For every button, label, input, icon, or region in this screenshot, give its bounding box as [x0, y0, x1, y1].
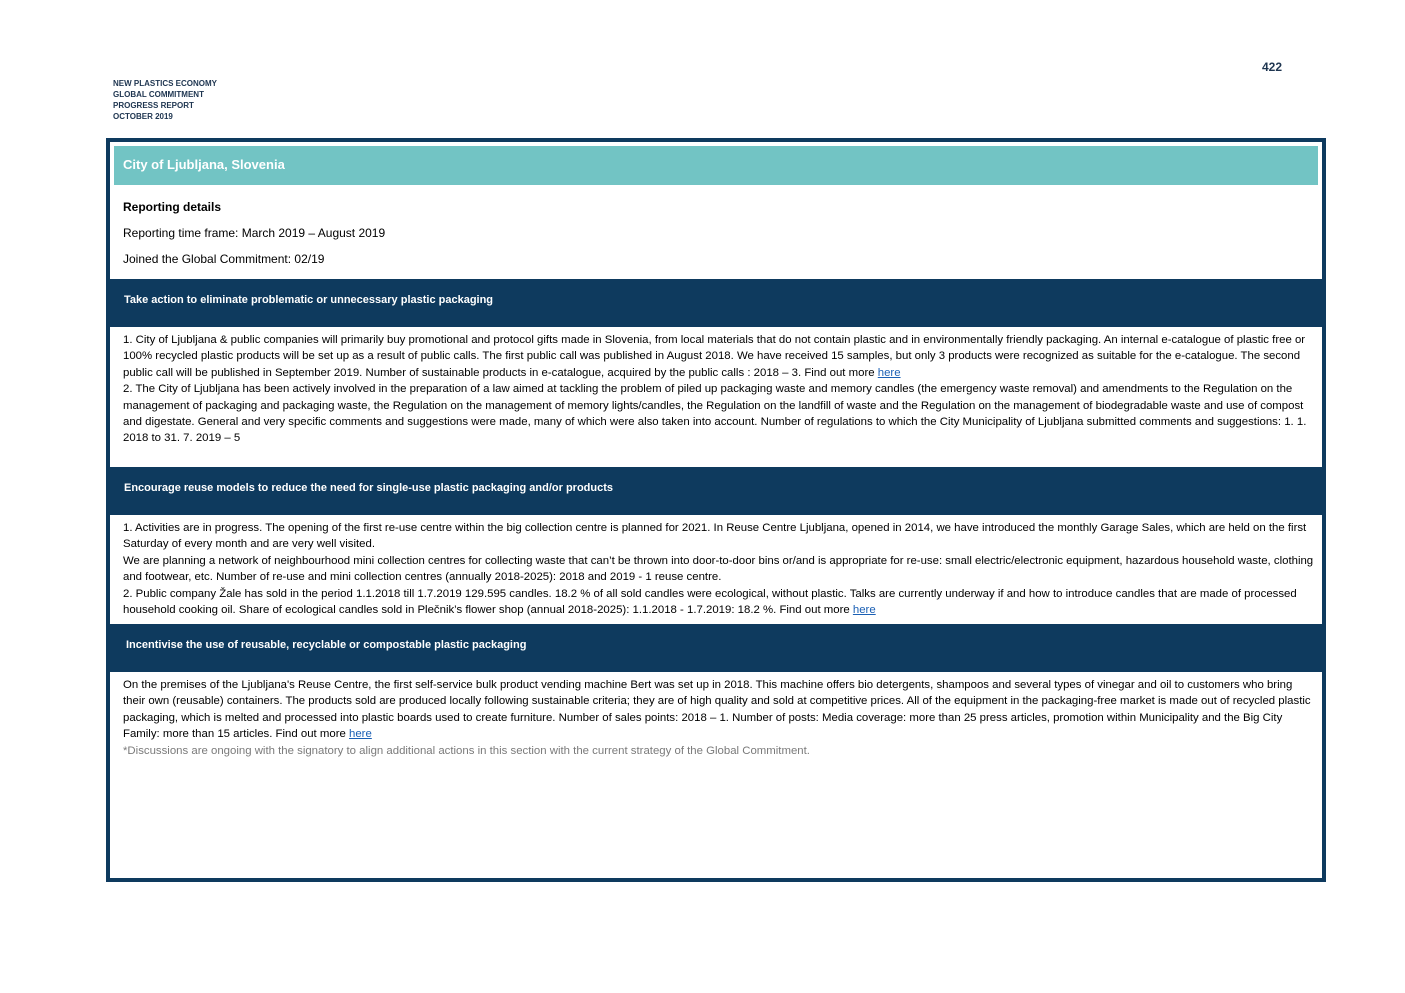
signatory-panel	[106, 138, 1326, 882]
page-number: 422	[1262, 60, 1283, 74]
signatory-title: City of Ljubljana, Slovenia	[123, 157, 285, 172]
section-paragraph: 1. Activities are in progress. The opening of the first re-use centre within the big collection centre is planned for 2021. In Reuse Centre Ljubljana, opened in 2014, we have introduced the monthly Garage Sales, which are held on the first Saturday of every month and are very well visited.	[123, 522, 1307, 551]
report-header	[113, 78, 217, 122]
section-heading-eliminate: Take action to eliminate problematic or unnecessary plastic packaging	[124, 294, 494, 306]
section-body-incentivise	[123, 677, 1316, 759]
section-paragraph	[123, 586, 1316, 619]
find-out-more-link[interactable]: here	[877, 366, 901, 379]
header-line: OCTOBER 2019	[113, 112, 173, 121]
reporting-details	[123, 194, 385, 272]
section-paragraph	[123, 332, 1316, 381]
section-body-eliminate	[123, 332, 1316, 447]
find-out-more-link[interactable]: here	[349, 728, 372, 741]
reporting-time-frame: Reporting time frame: March 2019 – August 2019	[123, 226, 386, 240]
section-paragraph	[123, 677, 1316, 743]
section-paragraph: We are planning a network of neighbourhood mini collection centres for collecting waste that can’t be thrown into door-to-door bins or/and is appropriate for re-use: small electric/electronic equipment, hazardous household waste, clothing and footwear, etc. Number of re-use and mini collection centres (annually 2018-2025): 2018 and 2019 - 1 reuse centre.	[123, 554, 1314, 584]
section-heading-band	[110, 467, 1322, 515]
find-out-more-link[interactable]: here	[852, 604, 876, 617]
section-heading-reuse: Encourage reuse models to reduce the need for single-use plastic packaging and/or products	[124, 482, 614, 494]
section-paragraph: 2. The City of Ljubljana has been actively involved in the preparation of a law aimed at tackling the problem of piled up packaging waste and memory candles (the emergency waste removal) and amendments to the Regulation on the management of packaging and packaging waste, the Regulation on the management of memory lights/candles, the Regulation on the landfill of waste and the Regulation on the management of biodegradable waste and use of compost and digestate. General and very specific comments and suggestions were made, many of which were also taken into account. Number of regulations to which the City Municipality of Ljubljana submitted comments and suggestions: 1. 1. 2018 to 31. 7. 2019 – 5	[123, 383, 1307, 445]
reporting-heading: Reporting details	[123, 200, 222, 214]
joined-date: Joined the Global Commitment: 02/19	[123, 252, 325, 266]
section-heading-incentivise: Incentivise the use of reusable, recyclable or compostable plastic packaging	[126, 639, 527, 651]
section-heading-band	[110, 624, 1322, 672]
section-body-reuse	[123, 520, 1316, 618]
discussion-note: *Discussions are ongoing with the signatory to align additional actions in this section with the current strategy of the Global Commitment.	[123, 744, 810, 757]
header-line: GLOBAL COMMITMENT	[113, 90, 204, 99]
title-band	[114, 146, 1318, 185]
paragraph-text: On the premises of the Ljubljana's Reuse Centre, the first self-service bulk product vending machine Bert was set up in 2018. This machine offers bio detergents, shampoos and several types of vinegar and oil to customers who bring their own (reusable) containers. The products sold are produced locally following sustainable criteria; they are of high quality and sold at competitive prices. All of the equipment in the packaging-free market is made out of recycled plastic packaging, which is melted and processed into plastic boards used to create furniture. Number of sales points: 2018 – 1. Number of posts: Media coverage: more than 25 press articles, promotion within Municipality and the Big City Family: more than 15 articles. Find out more	[123, 679, 1311, 741]
section-heading-band	[110, 279, 1322, 327]
paragraph-text: 1. City of Ljubljana & public companies will primarily buy promotional and protocol gifts made in Slovenia, from local materials that do not contain plastic and in environmentally friendly packaging. An internal e-catalogue of plastic free or 100% recycled plastic products will be set up as a result of public calls. The first public call was published in August 2018. We have received 15 samples, but only 3 products were recognized as suitable for the e-catalogue. The second public call will be published in September 2019. Number of sustainable products in e-catalogue, acquired by the public calls : 2018 – 3. Find out more	[123, 334, 1306, 379]
paragraph-text: 2. Public company Žale has sold in the period 1.1.2018 till 1.7.2019 129.595 candles. 18.2 % of all sold candles were ecological, without plastic. Talks are currently underway if and how to introduce candles that are made of processed household cooking oil. Share of ecological candles sold in Plečnik’s flower shop (annual 2018-2025): 1.1.2018 - 1.7.2019: 18.2 %. Find out more	[123, 587, 1297, 617]
header-line: NEW PLASTICS ECONOMY	[113, 79, 218, 88]
header-line: PROGRESS REPORT	[113, 101, 194, 110]
